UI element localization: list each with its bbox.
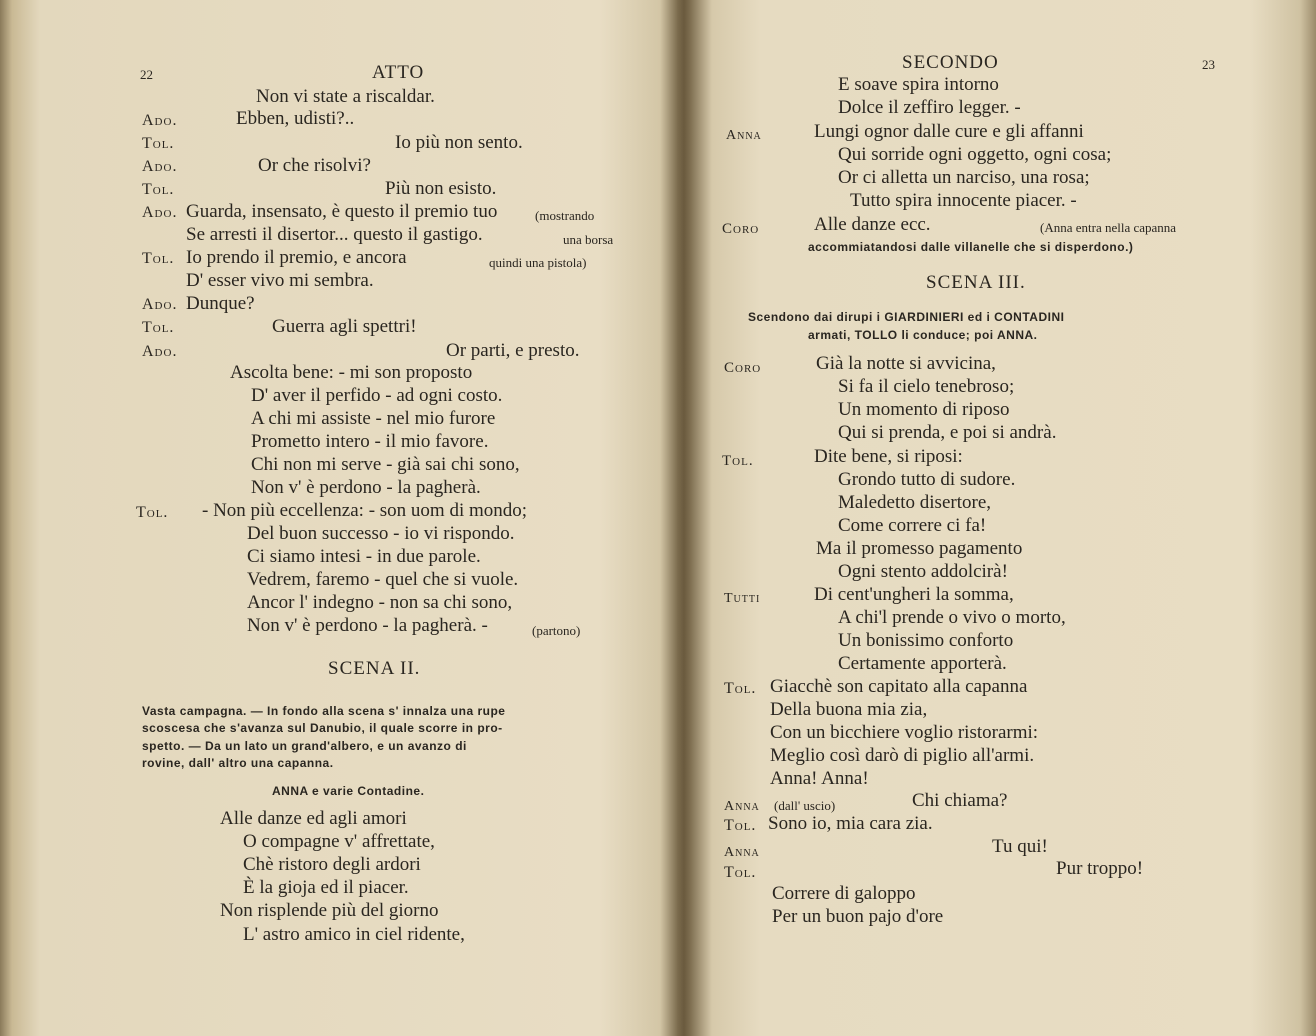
song-line: Alle danze ed agli amori (220, 808, 407, 829)
running-head: ATTO (372, 62, 425, 83)
verse-line: Or parti, e presto. (446, 340, 580, 361)
scene-description: Scendono dai dirupi i GIARDINIERI ed i CONTADINI (748, 310, 1065, 324)
verse-line: Giacchè son capitato alla capanna (770, 676, 1028, 697)
verse-line: Pur troppo! (1056, 858, 1144, 879)
speaker: Ado. (142, 204, 178, 221)
speaker: Tol. (724, 864, 757, 881)
verse-line: Tu qui! (992, 836, 1048, 857)
verse-line: E soave spira intorno (838, 74, 999, 95)
verse-line: Lungi ognor dalle cure e gli affanni (814, 121, 1084, 142)
scene-title: SCENA III. (926, 272, 1026, 293)
verse-line: Con un bicchiere voglio ristorarmi: (770, 722, 1039, 743)
verse-line: Certamente apporterà. (838, 653, 1007, 674)
speaker: Tol. (142, 135, 175, 152)
verse-line: Qui sorride ogni oggetto, ogni cosa; (838, 144, 1112, 165)
speaker: Ado. (142, 158, 178, 175)
verse-line: Dunque? (186, 293, 255, 314)
verse-line: Se arresti il disertor... questo il gastigo. (186, 224, 483, 245)
verse-line: Chi non mi serve - già sai chi sono, (251, 454, 520, 475)
verse-line: Anna! Anna! (770, 768, 869, 789)
speaker: Anna (724, 845, 760, 860)
verse-line: Or che risolvi? (258, 155, 371, 176)
verse-line: Non v' è perdono - la pagherà. - (247, 615, 488, 636)
stage-direction: quindi una pistola) (489, 255, 587, 270)
verse-line: Ogni stento addolcirà! (838, 561, 1008, 582)
verse-line: Ebben, udisti?.. (236, 108, 355, 129)
verse-line: Guerra agli spettri! (272, 316, 417, 337)
verse-line: Correre di galoppo (772, 883, 916, 904)
verse-line: Chi chiama? (912, 790, 1008, 811)
speaker: Tol. (724, 680, 757, 697)
speaker: Coro (722, 221, 760, 237)
verse-line: Ma il promesso pagamento (816, 538, 1023, 559)
verse-line: Alle danze ecc. (814, 214, 931, 235)
verse-line: - Non più eccellenza: - son uom di mondo; (202, 500, 528, 521)
scene-title: SCENA II. (328, 658, 421, 679)
speaker: Ado. (142, 296, 178, 313)
stage-direction: (dall' uscio) (774, 798, 836, 813)
verse-line: Non v' è perdono - la pagherà. (251, 477, 481, 498)
verse-line: Maledetto disertore, (838, 492, 992, 513)
verse-line: Non vi state a riscaldar. (256, 86, 435, 107)
verse-line: Dite bene, si riposi: (814, 446, 963, 467)
speaker: Anna (726, 128, 762, 143)
characters: ANNA e varie Contadine. (272, 784, 425, 798)
speaker: Tol. (142, 250, 175, 267)
running-head: SECONDO (902, 52, 999, 73)
speaker: Ado. (142, 343, 178, 360)
verse-line: Per un buon pajo d'ore (772, 906, 944, 927)
song-line: È la gioja ed il piacer. (243, 877, 409, 898)
page-number: 22 (140, 67, 153, 82)
verse-line: Della buona mia zia, (770, 699, 928, 720)
verse-line: Guarda, insensato, è questo il premio tuo (186, 201, 498, 222)
verse-line: Come correre ci fa! (838, 515, 987, 536)
verse-line: Dolce il zeffiro legger. - (838, 97, 1021, 118)
verse-line: Ancor l' indegno - non sa chi sono, (247, 592, 513, 613)
stage-direction: (mostrando (535, 208, 595, 223)
verse-line: Sono io, mia cara zia. (768, 813, 933, 834)
speaker: Tol. (142, 319, 175, 336)
verse-line: Vedrem, faremo - quel che si vuole. (247, 569, 519, 590)
speaker: Tol. (722, 453, 754, 469)
right-page (690, 0, 1316, 1036)
verse-line: Prometto intero - il mio favore. (251, 431, 489, 452)
verse-line: Un momento di riposo (838, 399, 1010, 420)
scene-description: spetto. — Da un lato un grand'albero, e un avanzo di (142, 739, 467, 753)
song-line: Chè ristoro degli ardori (243, 854, 421, 875)
stage-direction: (partono) (532, 623, 581, 638)
verse-line: Qui si prenda, e poi si andrà. (838, 422, 1057, 443)
speaker: Coro (724, 360, 762, 376)
speaker: Tol. (136, 504, 169, 521)
stage-direction: (Anna entra nella capanna (1040, 220, 1177, 235)
scene-description: Vasta campagna. — In fondo alla scena s' innalza una rupe (142, 704, 506, 718)
verse-line: Ascolta bene: - mi son proposto (230, 362, 473, 383)
song-line: O compagne v' affrettate, (243, 831, 435, 852)
verse-line: A chi'l prende o vivo o morto, (838, 607, 1066, 628)
verse-line: Si fa il cielo tenebroso; (838, 376, 1015, 397)
verse-line: Io più non sento. (395, 132, 523, 153)
verse-line: Ci siamo intesi - in due parole. (247, 546, 481, 567)
song-line: L' astro amico in ciel ridente, (243, 924, 465, 945)
speaker: Anna (724, 799, 760, 814)
speaker: Ado. (142, 112, 178, 129)
speaker: Tutti (724, 591, 761, 606)
song-line: Non risplende più del giorno (220, 900, 439, 921)
verse-line: Più non esisto. (385, 178, 497, 199)
verse-line: Già la notte si avvicina, (816, 353, 996, 374)
verse-line: Meglio così darò di piglio all'armi. (770, 745, 1035, 766)
verse-line: Grondo tutto di sudore. (838, 469, 1016, 490)
scene-description: scoscesa che s'avanza sul Danubio, il quale scorre in pro- (142, 721, 503, 735)
stage-direction: una borsa (563, 232, 614, 247)
speaker: Tol. (724, 817, 757, 834)
verse-line: Di cent'ungheri la somma, (814, 584, 1014, 605)
verse-line: Io prendo il premio, e ancora (186, 247, 407, 268)
scene-description: rovine, dall' altro una capanna. (142, 756, 334, 770)
verse-line: D' esser vivo mi sembra. (186, 270, 374, 291)
scene-description: armati, TOLLO li conduce; poi ANNA. (808, 328, 1038, 342)
verse-line: D' aver il perfido - ad ogni costo. (251, 385, 503, 406)
verse-line: Tutto spira innocente piacer. - (850, 190, 1077, 211)
verse-line: Un bonissimo conforto (838, 630, 1014, 651)
speaker: Tol. (142, 181, 175, 198)
page-number: 23 (1202, 57, 1215, 72)
verse-line: Or ci alletta un narciso, una rosa; (838, 167, 1090, 188)
verse-line: Del buon successo - io vi rispondo. (247, 523, 515, 544)
verse-line: A chi mi assiste - nel mio furore (251, 408, 496, 429)
stage-direction: accommiatandosi dalle villanelle che si disperdono.) (808, 240, 1134, 254)
